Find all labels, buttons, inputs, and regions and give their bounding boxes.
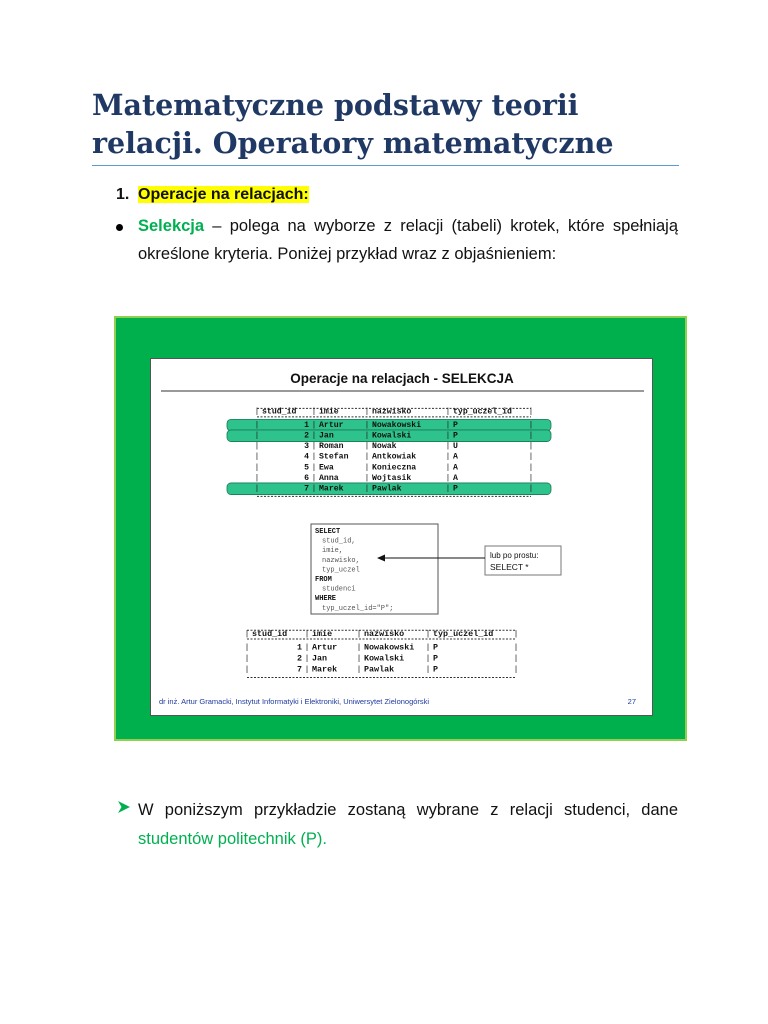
table-cell: 4 [304,452,309,462]
table-cell: 1 [304,420,309,430]
table-header-cell: typ_uczel_id [433,628,494,639]
table-pipe: | [445,431,451,441]
table-pipe: | [311,484,317,494]
arrow-bullet-icon [116,799,132,815]
table-pipe: | [254,484,260,494]
table-pipe: | [244,653,250,664]
table-cell: P [433,642,439,653]
table-pipe: | [311,442,317,452]
slide-title: Operacje na relacjach - SELEKCJA [290,371,514,386]
table-pipe: | [311,452,317,462]
table-cell: Nowakowski [364,642,415,653]
table-cell: 7 [304,484,309,494]
table-pipe: | [445,484,451,494]
table-cell: 5 [304,463,309,473]
table-cell: Antkowiak [372,452,417,462]
table-cell: Marek [319,484,344,494]
table-cell: P [453,484,458,494]
table-pipe: | [244,642,250,653]
table-pipe: | [244,664,250,675]
table-pipe: | [445,473,451,483]
table-cell: 1 [296,642,302,653]
table-header-cell: nazwisko [364,628,405,639]
sql-line: WHERE [315,595,337,604]
table-header-cell: imie [319,407,339,417]
table-pipe: | [425,642,431,653]
slide-page-number: 27 [627,697,636,706]
table-cell: Nowakowski [372,420,422,430]
table-pipe: | [311,420,317,430]
title-divider [92,165,679,166]
note-paragraph [138,796,678,854]
table-pipe: | [254,463,260,473]
table-cell: P [433,653,439,664]
table-cell: Marek [312,664,338,675]
table-pipe: | [445,452,451,462]
table-pipe: | [364,442,370,452]
table-cell: Artur [312,642,338,653]
table-header-cell: typ_uczel_id [453,407,512,417]
table-cell: P [453,431,458,441]
table-cell: Pawlak [364,664,395,675]
table-pipe: | [364,473,370,483]
slide-footer: dr inż. Artur Gramacki, Instytut Informatyki i Elektroniki, Uniwersytet Zielonogórski [159,697,430,706]
table-header-cell: imie [312,628,333,639]
table-pipe: | [311,473,317,483]
table-pipe: | [445,420,451,430]
note-text: W poniższym przykładzie zostaną wybrane z relacji studenci, dane [138,801,678,819]
table-pipe: | [513,628,519,639]
table-cell: 2 [304,431,309,441]
table-pipe: | [254,420,260,430]
top-table [227,407,551,497]
table-pipe: | [364,431,370,441]
table-cell: P [433,664,439,675]
slide-image [150,358,653,716]
table-pipe: | [304,664,310,675]
table-cell: Konieczna [372,463,417,473]
table-pipe: | [528,463,534,473]
table-pipe: | [254,442,260,452]
table-pipe: | [528,484,534,494]
sql-box [311,524,438,614]
table-header-cell: stud_id [252,628,288,639]
table-header-cell: nazwisko [372,407,412,417]
table-pipe: | [254,431,260,441]
table-cell: Wojtasik [372,473,412,483]
sql-line: typ_uczel [322,566,360,575]
table-pipe: | [254,473,260,483]
table-cell: 6 [304,473,309,483]
sql-line: nazwisko, [322,556,360,565]
table-cell: Kowalski [372,431,412,441]
sql-line: typ_uczel_id="P"; [322,604,394,613]
table-cell: Jan [319,431,334,441]
result-table [244,629,518,678]
table-pipe: | [513,653,519,664]
selection-paragraph [138,212,678,268]
table-pipe: | [528,452,534,462]
table-cell: U [453,442,458,452]
table-pipe: | [311,463,317,473]
table-cell: Jan [312,653,328,664]
table-pipe: | [445,442,451,452]
selection-term: Selekcja [138,217,205,235]
table-pipe: | [445,407,451,417]
table-pipe: | [513,664,519,675]
table-pipe: | [445,463,451,473]
table-pipe: | [304,653,310,664]
sql-line: imie, [322,547,344,556]
sql-line: stud_id, [322,537,356,546]
section-heading-text: Operacje na relacjach: [138,186,309,203]
callout-text: lub po prostu: [490,551,539,560]
table-cell: Ewa [319,463,334,473]
table-pipe: | [364,407,370,417]
table-cell: 3 [304,442,309,452]
table-pipe: | [304,628,310,639]
table-pipe: | [356,664,362,675]
table-pipe: | [425,653,431,664]
table-pipe: | [356,642,362,653]
table-pipe: | [425,664,431,675]
table-pipe: | [528,407,534,417]
table-pipe: | [528,442,534,452]
table-pipe: | [528,431,534,441]
table-pipe: | [528,420,534,430]
table-pipe: | [425,628,431,639]
selection-description: – polega na wyborze z relacji (tabeli) krotek, które spełniają określone kryteria. Poniżej przykład wraz z objaśnieniem: [138,217,678,263]
callout-text: SELECT * [490,562,529,572]
table-pipe: | [364,452,370,462]
table-pipe: | [364,420,370,430]
table-pipe: | [311,431,317,441]
table-pipe: | [254,407,260,417]
page-title: Matematyczne podstawy teorii relacji. Operatory matematyczne [92,88,614,160]
table-cell: 2 [296,653,302,664]
table-pipe: | [356,628,362,639]
slide-drawing [151,359,654,717]
table-pipe: | [364,484,370,494]
table-cell: A [453,473,458,483]
table-pipe: | [364,463,370,473]
table-cell: Pawlak [372,484,402,494]
table-cell: Nowak [372,442,397,452]
table-cell: Anna [319,473,339,483]
section-number: 1. [116,186,130,203]
table-pipe: | [513,642,519,653]
sql-line: SELECT [315,528,341,536]
table-header-cell: stud_id [262,407,297,417]
table-cell: Roman [319,442,344,452]
table-pipe: | [254,452,260,462]
table-cell: Artur [319,420,344,430]
table-pipe: | [244,628,250,639]
table-cell: Stefan [319,452,349,462]
sql-line: FROM [315,576,332,584]
table-cell: A [453,463,458,473]
table-pipe: | [304,642,310,653]
sql-line: studenci [322,585,356,594]
bullet-icon [116,224,123,231]
section-heading [116,184,309,206]
table-cell: 7 [296,664,302,675]
table-cell: P [453,420,458,430]
table-cell: Kowalski [364,653,405,664]
note-highlight: studentów politechnik (P). [138,830,327,848]
table-pipe: | [356,653,362,664]
table-cell: A [453,452,458,462]
table-pipe: | [528,473,534,483]
table-pipe: | [311,407,317,417]
